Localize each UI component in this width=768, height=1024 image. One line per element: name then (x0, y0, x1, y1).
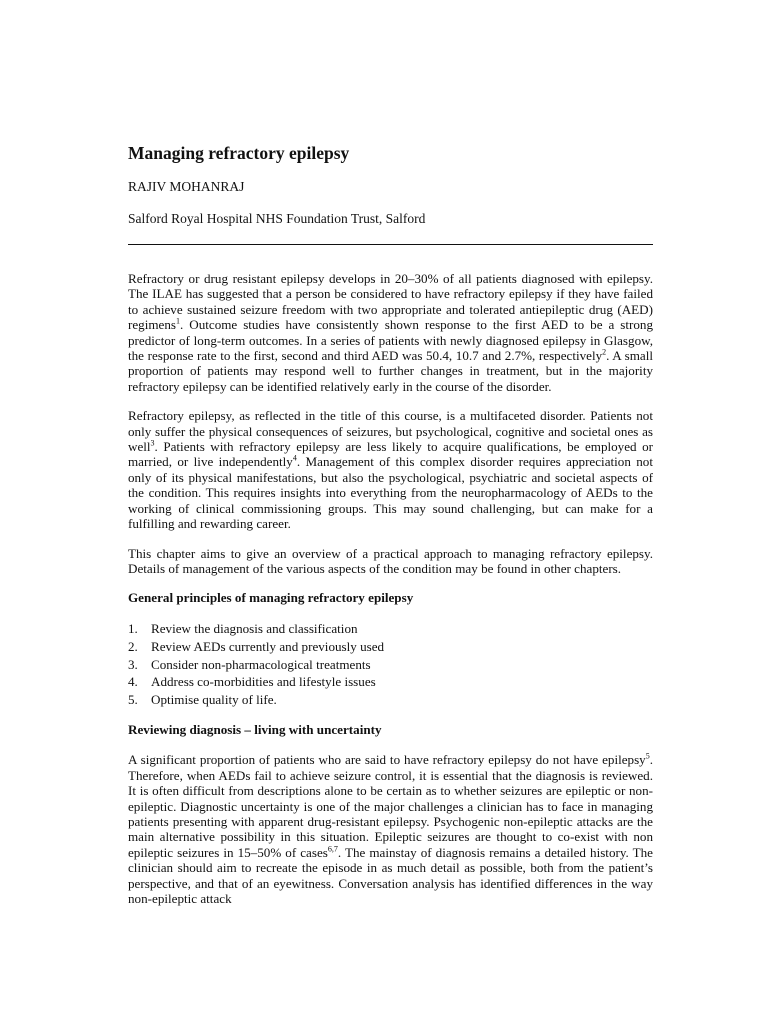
author-affiliation: Salford Royal Hospital NHS Foundation Trust, Salford (128, 211, 426, 226)
paragraph-text: . The mainstay of diagnosis remains a detailed history. The clinician should aim to recreate the episode in as much detail as possible, both from the patient’s perspective, and that of an eyewitness. Conversation analysis has identified differences in the way non-epileptic attack (128, 844, 653, 906)
citation: 3 (150, 438, 155, 448)
list-item (128, 691, 653, 709)
list-number: 3. (128, 656, 138, 672)
list-number: 4. (128, 674, 138, 690)
paragraph-text: Refractory or drug resistant epilepsy develops in 20–30% of all patients diagnosed with epilepsy. The ILAE has suggested that a person be considered to have refractory epilepsy if they have failed to achieve sustained seizure freedom with two appropriate and tolerated antiepileptic drug (AED) regimens (128, 271, 653, 333)
list-text: Optimise quality of life. (151, 691, 277, 707)
paragraph-text: Refractory epilepsy, as reflected in the title of this course, is a multifaceted disorder. Patients not only suffer the physical consequences of seizures, but psychological, cognitive and societal ones as well (128, 408, 653, 455)
citation: 4 (292, 454, 297, 464)
citation: 1 (176, 316, 180, 326)
list-item (128, 656, 653, 674)
list-text: Address co-morbidities and lifestyle issues (151, 674, 376, 690)
paragraph-multifaceted (128, 408, 653, 531)
citation: 2 (602, 347, 607, 357)
paragraph-text: . A small proportion of patients may respond well to further changes in treatment, but in the majority refractory epilepsy can be identified relatively early in the course of the disorder. (128, 348, 654, 394)
paragraph-text: . Management of this complex disorder requires appreciation not only of its physical manifestations, but also the psychological, psychiatric and societal aspects of the condition. This requires insights into everything from the neuropharmacology of AEDs to the working of clinical commissioning groups. This may sound challenging, but can make for a fulfilling and rewarding career. (128, 454, 653, 532)
list-text: Consider non-pharmacological treatments (151, 656, 371, 672)
header-divider (128, 244, 653, 245)
list-item (128, 620, 653, 638)
list-number: 2. (128, 638, 138, 654)
list-text: Review the diagnosis and classification (151, 621, 358, 637)
list-number: 1. (128, 621, 138, 637)
paragraph-intro (128, 271, 653, 394)
list-number: 5. (128, 691, 138, 707)
section-heading-diagnosis: Reviewing diagnosis – living with uncertainty (128, 722, 382, 738)
principles-list (128, 620, 653, 708)
paragraph-text: . Patients with refractory epilepsy are less likely to acquire qualifications, be employed or married, or live independently (128, 439, 653, 470)
citation: 6,7 (327, 844, 338, 854)
document-title: Managing refractory epilepsy (128, 143, 350, 163)
paragraph-text: . Therefore, when AEDs fail to achieve seizure control, it is essential that the diagnosis is reviewed. It is often difficult from descriptions alone to be certain as to whether seizures are epileptic or non-epileptic. Diagnostic uncertainty is one of the major challenges a clinician has to face in managing patients presenting with apparent drug-resistant epilepsy. Psychogenic non-epileptic attacks are the main alternative possibility in this situation. Epileptic seizures are thought to co-exist with non epileptic seizures in 15–50% of cases (128, 752, 653, 860)
paragraph-text: . Outcome studies have consistently shown response to the first AED to be a strong predictor of long-term outcomes. In a series of patients with newly diagnosed epilepsy in Glasgow, the response rate to the first, second and third AED was 50.4, 10.7 and 2.7%, respectively (128, 317, 653, 364)
citation: 5 (645, 751, 650, 761)
list-item (128, 638, 653, 656)
author-name: RAJIV MOHANRAJ (128, 179, 245, 194)
paragraph-text: A significant proportion of patients who are said to have refractory epilepsy do not have epilepsy (128, 752, 646, 768)
list-text: Review AEDs currently and previously used (151, 638, 385, 654)
paragraph-overview: This chapter aims to give an overview of a practical approach to managing refractory epilepsy. Details of management of the various aspects of the condition may be found in other chapters. (128, 545, 653, 576)
paragraph-diagnosis (128, 752, 653, 906)
list-item (128, 673, 653, 691)
section-heading-principles: General principles of managing refractory epilepsy (128, 590, 414, 606)
